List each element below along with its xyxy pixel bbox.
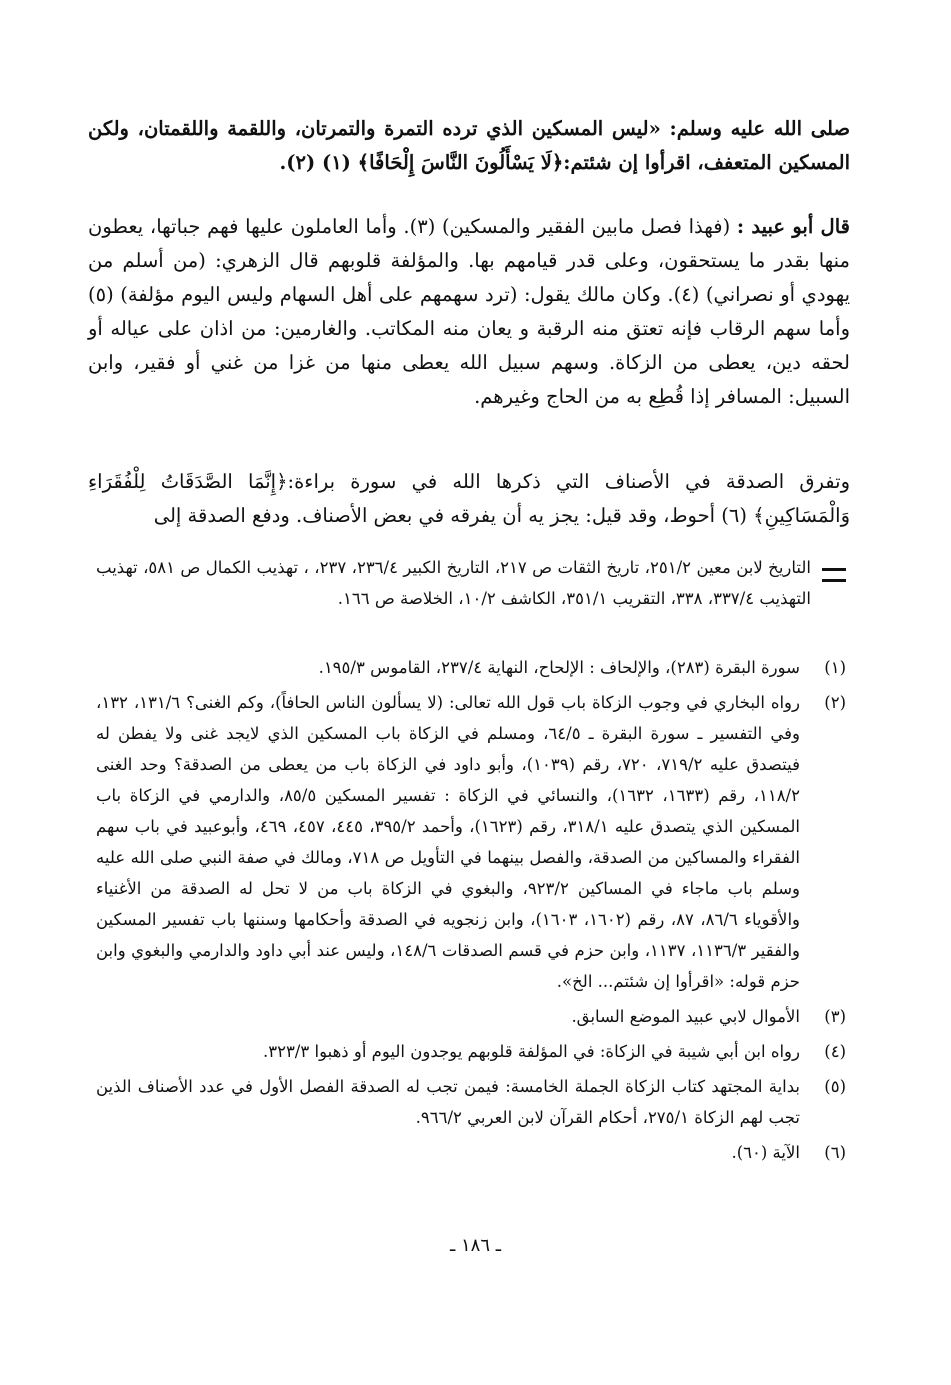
paragraph-abu-ubaid-text: (فهذا فصل مابين الفقير والمسكين) (٣). وأما العاملون عليها فهم جباتها، يعطون منها بقدر ما يستحقون، وعلى قدر قيامهم بها. والمؤلفة قلوبهم قال الزهري: (من أسلم من يهودي أو نصراني) (٤). وكان مالك يقول: (ترد سهمهم على أهل السهام وليس اليوم مؤلفة) (٥) وأما سهم الرقاب فإنه تعتق منه الرقبة و يعان منه المكاتب. والغارمين: من اذان على عياله أو لحقه دين، يعطى من الزكاة. وسهم سبيل الله يعطى منها من غزا من غني أو فقير، وابن السبيل: المسافر إذا قُطِع به من الحاج وغيرهم. [88,215,850,408]
footnote-3 [96,1001,846,1032]
footnote-5 [96,1071,846,1133]
footnote-number: (٣) [824,1007,846,1026]
footnote-number: (٥) [824,1077,846,1096]
footnote-text: بداية المجتهد كتاب الزكاة الجملة الخامسة: فيمن تجب له الصدقة الفصل الأول في عدد الأصناف الذين تجب لهم الزكاة ٢٧٥/١، أحكام القرآن لابن العربي ٩٦٦/٢. [96,1077,800,1127]
footnote-text: سورة البقرة (٢٨٣)، والإلحاف : الإلحاح، النهاية ٢٣٧/٤، القاموس ١٩٥/٣. [318,658,800,677]
footnote-6 [96,1137,846,1168]
footnote-number: (١) [824,658,846,677]
footnote-text: الأموال لابي عبيد الموضع السابق. [571,1007,800,1026]
paragraph-abu-ubaid [88,210,850,414]
paragraph-hadith: صلى الله عليه وسلم: «ليس المسكين الذي ترده التمرة والتمرتان، واللقمة واللقمتان، ولكن المسكين المتعفف، اقرأوا إن شئتم:﴿لَا يَسْأَلُونَ النَّاسَ إِلْحَافًا﴾ (١) (٢). [88,117,850,174]
footnote-number: (٢) [824,693,846,712]
page-number: ـ ١٨٦ ـ [449,1235,501,1256]
footnote-1 [96,652,846,683]
footnote-number: (٤) [824,1042,846,1061]
footnote-text: رواه البخاري في وجوب الزكاة باب قول الله تعالى: (لا يسألون الناس الحافاً)، وكم الغنى؟ ١٣١/٦، ١٣٢، وفي التفسير ـ سورة البقرة ـ ٦٤/٥، ومسلم في الزكاة باب المسكين الذي لايجد غنى ولا يفطن له فيتصدق عليه ٧١٩/٢، ٧٢٠، رقم (١٠٣٩)، وأبو داود في الزكاة باب من يعطى من الصدقة؟ وحد الغنى ١١٨/٢، رقم (١٦٣٣، ١٦٣٢)، والنسائي في الزكاة : تفسير المسكين ٨٥/٥، والدارمي في الزكاة باب المسكين الذي يتصدق عليه ٣١٨/١، رقم (١٦٢٣)، وأحمد ٣٩٥/٢، ٤٤٥، ٤٥٧، ٤٦٩، وأبوعبيد في باب سهم الفقراء والمساكين من الصدقة، والفصل بينهما في التأويل ص ٧١٨، ومالك في صفة النبي صلى الله عليه وسلم باب ماجاء في المساكين ٩٢٣/٢، والبغوي في الزكاة باب من لا تحل له الصدقة من الأغنياء والأقوياء ٨٦/٦، ٨٧، رقم (١٦٠٢، ١٦٠٣)، وابن زنجويه في الصدقة وأحكامها وسننها باب تفسير المسكين والفقير ١١٣٦/٣، ١١٣٧، وابن حزم في قسم الصدقات ١٤٨/٦، وليس عند أبي داود والدارمي والبغوي وابن حزم قوله: «اقرأوا إن شئتم... الخ». [96,693,801,991]
footnote-4 [96,1036,846,1067]
footnote-continuation: التاريخ لابن معين ٢٥١/٢، تاريخ الثقات ص ٢١٧، التاريخ الكبير ٢٣٦/٤، ٢٣٧، ، تهذيب الكمال ص ٥٨١، تهذيب التهذيب ٣٣٧/٤، ٣٣٨، التقريب ٣٥١/١، الكاشف ١٠/٢، الخلاصة ص ١٦٦. [96,558,811,608]
footnote-text: رواه ابن أبي شيبة في الزكاة: في المؤلفة قلوبهم يوجدون اليوم أو ذهبوا ٣٢٣/٣. [262,1042,800,1061]
footnote-2 [96,687,846,997]
paragraph-distribution: وتفرق الصدقة في الأصناف التي ذكرها الله في سورة براءة:﴿إِنَّمَا الصَّدَقَاتُ لِلْفُقَرَاءِ وَالْمَسَاكِينِ﴾ (٦) أحوط، وقد قيل: يجز يه أن يفرقه في بعض الأصناف. ودفع الصدقة إلى [88,470,850,527]
speaker-label: قال أبو عبيد : [736,215,850,238]
footnotes-list [96,652,846,1172]
footnote-number: (٦) [824,1143,846,1162]
footnote-continuation-mark [822,568,846,582]
footnote-text: الآية (٦٠). [731,1143,800,1162]
